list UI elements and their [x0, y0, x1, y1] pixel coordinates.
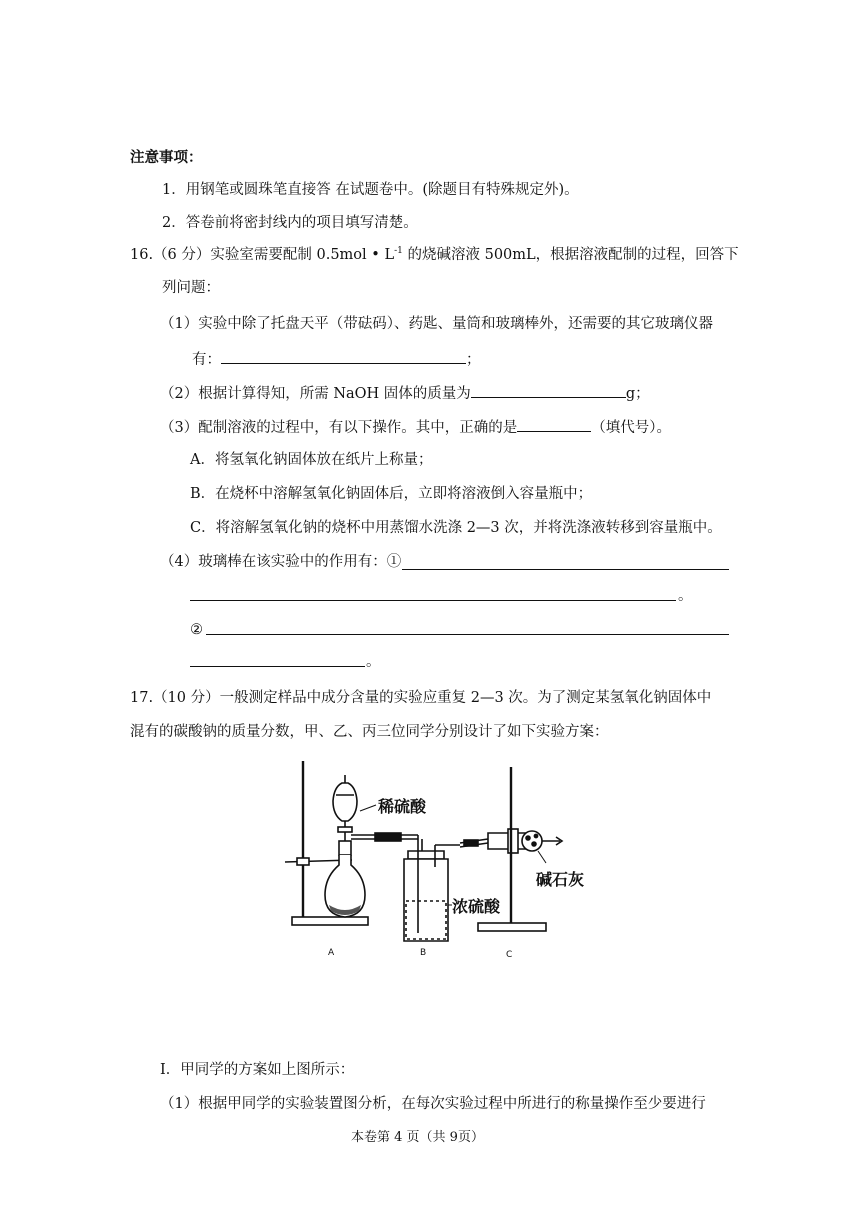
q16-sub4-blank-2a[interactable]	[206, 634, 729, 635]
q16-sub2-text: （2）根据计算得知，所需 NaOH 固体的质量为	[160, 386, 471, 402]
q17-part1-title: Ⅰ．甲同学的方案如上图所示：	[160, 1062, 355, 1078]
lime-leader-line	[538, 851, 546, 863]
q16-sub1-label: 有：	[192, 352, 221, 368]
notice-title: 注意事项：	[130, 149, 203, 166]
q16-sub1-end: ；	[466, 352, 481, 368]
q16-option-b: B．在烧杯中溶解氢氧化钠固体后，立即将溶液倒入容量瓶中；	[190, 486, 593, 502]
q16-sub4-blank-1a[interactable]	[402, 569, 729, 570]
tube-a-b	[351, 833, 422, 851]
drying-tube-c	[488, 829, 562, 853]
q16-stem-line1	[130, 245, 739, 265]
label-a: A	[328, 948, 335, 958]
page-footer: 本卷第 4 页（共 9页）	[351, 1130, 484, 1145]
q16-sub4-period-2: 。	[366, 654, 381, 670]
q16-stem-line2: 列问题：	[162, 280, 220, 296]
q16-sub4-line1: （4）玻璃棒在该实验中的作用有：①	[160, 554, 402, 570]
q16-sub3-text: （3）配制溶液的过程中，有以下操作。其中，正确的是	[160, 420, 518, 436]
q16-sub4-circle-2: ②	[190, 622, 203, 638]
q16-sub3	[160, 416, 671, 438]
flask-a	[325, 775, 365, 917]
q16-unit-sup: -1	[394, 246, 403, 257]
bottle-b	[404, 845, 460, 941]
apparatus-figure	[270, 755, 600, 970]
q16-sub2	[160, 382, 650, 404]
q16-stem-text: 16.（6 分）实验室需要配制 0.5mol	[130, 247, 367, 263]
q16-option-c: C．将溶解氢氧化钠的烧杯中用蒸馏水洗涤 2—3 次，并将洗涤液转移到容量瓶中。	[190, 520, 722, 536]
tube-b-c	[460, 839, 488, 847]
q17-stem-line1: 17.（10 分）一般测定样品中成分含量的实验应重复 2—3 次。为了测定某氢氧化钠固体中	[130, 690, 712, 706]
q16-sub4-blank-1b[interactable]	[190, 600, 676, 601]
q16-sub2-unit: g；	[625, 386, 650, 402]
acid-leader-line	[360, 805, 376, 811]
notice-item-2: 2．答卷前将密封线内的项目填写清楚。	[162, 215, 418, 231]
q16-stem-text-2: 的烧碱溶液 500mL，根据溶液配制的过程，回答下	[402, 247, 739, 263]
q16-sub3-hint: （填代号）。	[591, 420, 671, 436]
q16-option-a: A．将氢氧化钠固体放在纸片上称量；	[190, 452, 433, 468]
q16-unit: • L	[366, 247, 395, 263]
q17-part1-q1: （1）根据甲同学的实验装置图分析，在每次实验过程中所进行的称量操作至少要进行	[160, 1096, 706, 1112]
q16-sub1-line1: （1）实验中除了托盘天平（带砝码）、药匙、量筒和玻璃棒外，还需要的其它玻璃仪器	[160, 316, 713, 332]
q16-sub1-line2	[192, 348, 481, 370]
label-b: B	[420, 948, 427, 958]
q16-sub4-blank-2b[interactable]	[190, 666, 365, 667]
label-dilute-acid: 稀硫酸	[378, 797, 427, 816]
label-c: C	[506, 950, 513, 960]
q16-sub2-answer-blank[interactable]	[471, 382, 626, 398]
notice-item-1: 1．用钢笔或圆珠笔直接答 在试题卷中。(除题目有特殊规定外)。	[162, 182, 579, 198]
label-soda-lime: 碱石灰	[536, 870, 585, 889]
q16-sub4-period-1: 。	[678, 588, 693, 604]
q16-sub3-answer-blank[interactable]	[517, 416, 591, 432]
label-conc-acid: 浓硫酸	[452, 897, 501, 916]
q16-sub1-answer-blank[interactable]	[221, 348, 466, 364]
q17-stem-line2: 混有的碳酸钠的质量分数，甲、乙、丙三位同学分别设计了如下实验方案：	[130, 724, 609, 740]
